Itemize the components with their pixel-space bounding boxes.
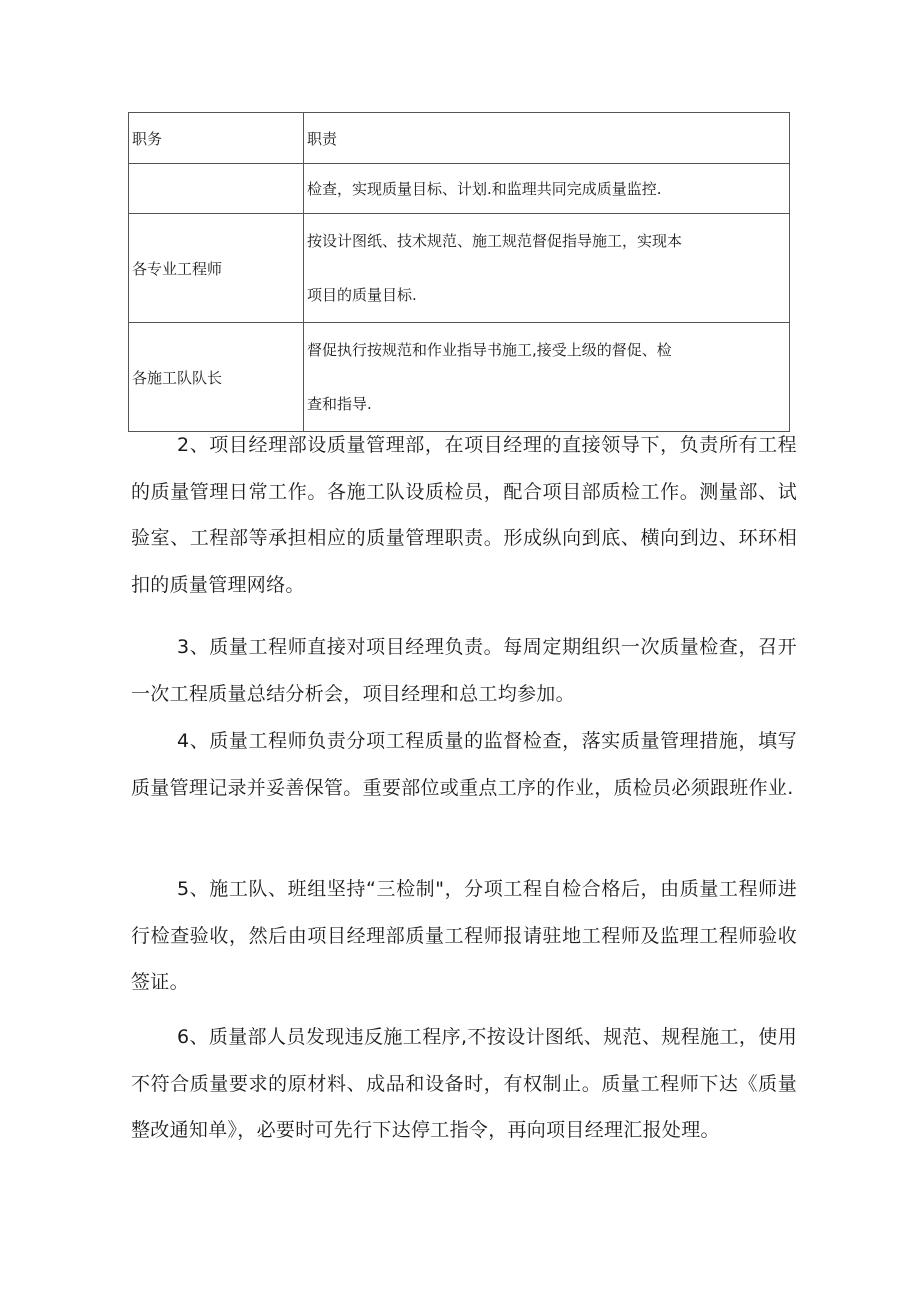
table-row — [129, 323, 790, 432]
role-cell: 各专业工程师 — [129, 214, 304, 323]
duty-line: 督促执行按规范和作业指导书施工,接受上级的督促、检 — [307, 341, 672, 359]
header-duty: 职责 — [304, 113, 790, 164]
responsibility-table — [128, 112, 790, 432]
paragraph-2: 2、项目经理部设质量管理部，在项目经理的直接领导下，负责所有工程的质量管理日常工作。各施工队设质检员，配合项目部质检工作。测量部、试验室、工程部等承担相应的质量管理职责。形成纵向到底、横向到边、环环相扣的质量管理网络。 — [131, 434, 797, 597]
paragraph-3: 3、质量工程师直接对项目经理负责。每周定期组织一次质量检查，召开一次工程质量总结分析会，项目经理和总工均参加。 — [131, 636, 797, 705]
duty-line: 按设计图纸、技术规范、施工规范督促指导施工，实现本 — [307, 232, 683, 250]
table-row — [129, 214, 790, 323]
role-cell — [129, 164, 304, 214]
duty-cell — [304, 214, 790, 323]
duty-line: 查和指导. — [307, 395, 372, 413]
duty-cell — [304, 323, 790, 432]
table-header-row — [129, 113, 790, 164]
header-position: 职务 — [129, 113, 304, 164]
paragraph-5: 5、施工队、班组坚持“三检制"，分项工程自检合格后，由质量工程师进行检查验收，然后由项目经理部质量工程师报请驻地工程师及监理工程师验收签证。 — [131, 878, 797, 994]
role-cell: 各施工队队长 — [129, 323, 304, 432]
table-row — [129, 164, 790, 214]
paragraph-4: 4、质量工程师负责分项工程质量的监督检查，落实质量管理措施，填写质量管理记录并妥善保管。重要部位或重点工序的作业，质检员必须跟班作业. — [131, 730, 797, 799]
duty-line: 检查，实现质量目标、计划.和监理共同完成质量监控. — [307, 180, 662, 198]
duty-cell — [304, 164, 790, 214]
duty-line: 项目的质量目标. — [307, 286, 417, 304]
paragraph-6: 6、质量部人员发现违反施工程序,不按设计图纸、规范、规程施工，使用不符合质量要求的原材料、成品和设备时，有权制止。质量工程师下达《质量整改通知单》，必要时可先行下达停工指令，再向项目经理汇报处理。 — [131, 1026, 797, 1142]
